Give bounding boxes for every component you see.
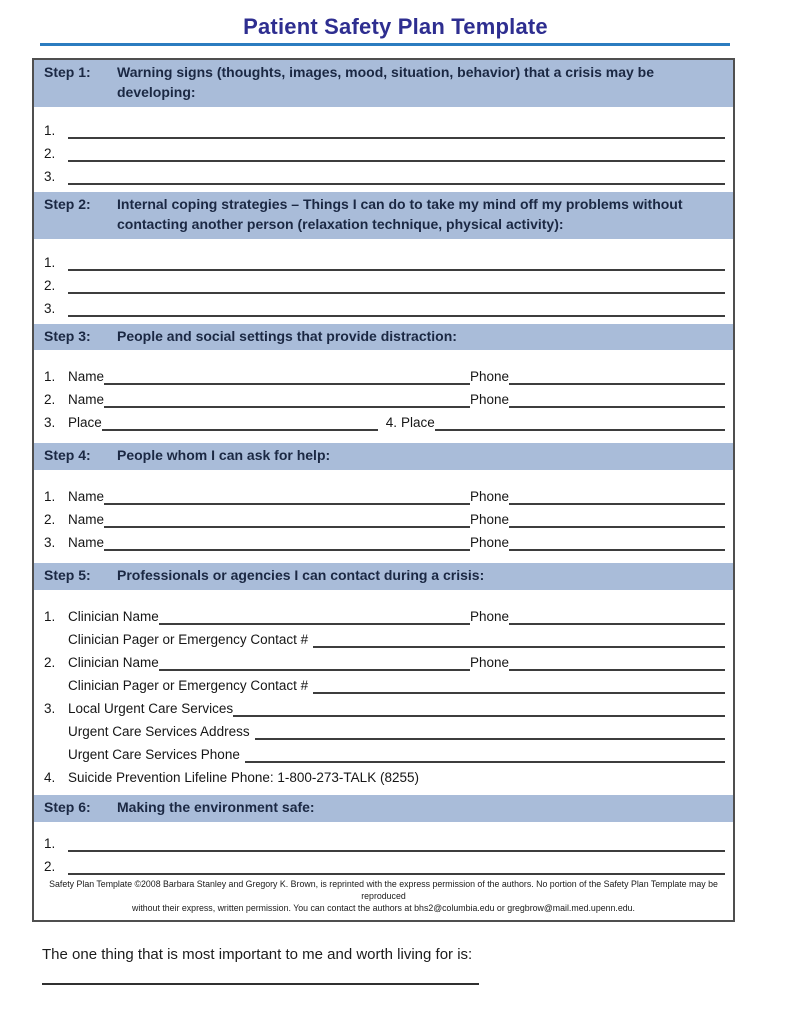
name-label: Name (68, 392, 105, 408)
row-number: 3. (44, 300, 56, 316)
step-5-label: Step 5: (44, 567, 91, 584)
phone-label: Phone (469, 655, 509, 671)
phone-field-line[interactable] (509, 623, 725, 625)
pager-field-line[interactable] (313, 692, 725, 694)
name-field-line[interactable] (104, 406, 470, 408)
place-label: Place (401, 415, 435, 431)
blank-line-row (44, 852, 725, 875)
step-4-label: Step 4: (44, 447, 91, 464)
place-field-line[interactable] (435, 429, 725, 431)
row-number: 3. (44, 415, 56, 431)
row-number: 1. (44, 489, 56, 505)
row-number: 1. (44, 609, 56, 625)
clinician-phone-row (44, 602, 725, 625)
lifeline-row (44, 763, 725, 786)
row-number: 4. (385, 415, 398, 431)
step-6-body (34, 822, 733, 875)
name-label: Name (68, 512, 105, 528)
step-1-label: Step 1: (44, 64, 91, 80)
pager-label: Clinician Pager or Emergency Contact # (68, 678, 309, 694)
step-1-heading: Warning signs (thoughts, images, mood, situation, behavior) that a crisis may be developing: (117, 64, 655, 100)
urgent-care-address-label: Urgent Care Services Address (68, 724, 250, 740)
urgent-care-phone-row (44, 740, 725, 763)
name-field-line[interactable] (104, 526, 470, 528)
step-3-body (34, 350, 733, 443)
row-number: 3. (44, 701, 56, 717)
safety-plan-form (32, 58, 735, 922)
closing-answer-line[interactable] (42, 983, 479, 985)
clinician-name-line[interactable] (159, 669, 470, 671)
place-row (44, 408, 725, 431)
urgent-care-phone-line[interactable] (245, 761, 725, 763)
clinician-name-label: Clinician Name (68, 609, 159, 625)
step-4-heading: People whom I can ask for help: (117, 447, 331, 464)
name-phone-row (44, 362, 725, 385)
blank-line-row (44, 271, 725, 294)
row-number: 1. (44, 122, 56, 138)
blank-line[interactable] (68, 183, 725, 185)
pager-label: Clinician Pager or Emergency Contact # (68, 632, 309, 648)
step-2-header (34, 192, 733, 239)
step-3-label: Step 3: (44, 327, 91, 344)
place-field-line[interactable] (102, 429, 378, 431)
title-underline (40, 43, 730, 46)
blank-line[interactable] (68, 850, 725, 852)
urgent-care-phone-label: Urgent Care Services Phone (68, 747, 240, 763)
phone-label: Phone (469, 512, 509, 528)
step-6-header (34, 795, 733, 822)
blank-line-row (44, 116, 725, 139)
step-3-heading: People and social settings that provide distraction: (117, 327, 457, 344)
blank-line[interactable] (68, 269, 725, 271)
copyright-note-line1: Safety Plan Template ©2008 Barbara Stanley and Gregory K. Brown, is reprinted with the express permission of the authors. No portion of the Safety Plan Template may be reproduced (49, 879, 718, 901)
urgent-care-address-row (44, 717, 725, 740)
phone-field-line[interactable] (509, 669, 725, 671)
name-phone-row (44, 505, 725, 528)
blank-line-row (44, 248, 725, 271)
blank-line-row (44, 829, 725, 852)
row-number: 1. (44, 836, 56, 851)
step-6-heading: Making the environment safe: (117, 799, 315, 816)
step-2-body (34, 239, 733, 324)
lifeline-text: Suicide Prevention Lifeline Phone: 1-800-273-TALK (8255) (68, 770, 419, 786)
phone-field-line[interactable] (509, 383, 725, 385)
row-number: 1. (44, 254, 56, 270)
step-3-header (34, 324, 733, 351)
closing-prompt: The one thing that is most important to me and worth living for is: (42, 945, 473, 963)
name-field-line[interactable] (104, 383, 470, 385)
step-5-heading: Professionals or agencies I can contact during a crisis: (117, 567, 485, 584)
step-1-body (34, 107, 733, 192)
name-field-line[interactable] (104, 549, 470, 551)
name-phone-row (44, 528, 725, 551)
blank-line[interactable] (68, 292, 725, 294)
phone-label: Phone (469, 369, 509, 385)
blank-line[interactable] (68, 160, 725, 162)
urgent-care-row (44, 694, 725, 717)
step-6-label: Step 6: (44, 799, 91, 816)
phone-field-line[interactable] (509, 526, 725, 528)
phone-label: Phone (469, 392, 509, 408)
name-field-line[interactable] (104, 503, 470, 505)
copyright-note-line2: without their express, written permission. You can contact the authors at bhs2@columbia.edu or gregbrow@mail.med.upenn.edu. (132, 902, 635, 913)
place-label: Place (68, 415, 102, 431)
row-number: 2. (44, 145, 56, 161)
urgent-care-label: Local Urgent Care Services (68, 701, 234, 717)
blank-line-row (44, 294, 725, 317)
row-number: 2. (44, 655, 56, 671)
step-5-body (34, 590, 733, 795)
blank-line[interactable] (68, 315, 725, 317)
blank-line-row (44, 162, 725, 185)
blank-line[interactable] (68, 137, 725, 139)
row-number: 3. (44, 535, 56, 551)
pager-field-line[interactable] (313, 646, 725, 648)
step-2-heading: Internal coping strategies – Things I can do to take my mind off my problems without contacting another person (relaxation technique, physical activity): (117, 195, 683, 232)
clinician-phone-row (44, 648, 725, 671)
pager-row (44, 625, 725, 648)
step-2-label: Step 2: (44, 195, 91, 212)
name-phone-row (44, 385, 725, 408)
blank-line-row (44, 139, 725, 162)
name-label: Name (68, 535, 105, 551)
phone-field-line[interactable] (509, 549, 725, 551)
step-4-header (34, 443, 733, 470)
pager-row (44, 671, 725, 694)
row-number: 4. (44, 770, 56, 786)
name-label: Name (68, 489, 105, 505)
name-label: Name (68, 369, 105, 385)
row-number: 2. (44, 277, 56, 293)
step-4-body (34, 470, 733, 563)
step-1-header (34, 60, 733, 107)
row-number: 1. (44, 369, 56, 385)
row-number: 2. (44, 859, 56, 874)
phone-label: Phone (469, 489, 509, 505)
row-number: 3. (44, 168, 56, 184)
blank-line[interactable] (68, 873, 725, 875)
row-number: 2. (44, 512, 56, 528)
page-title: Patient Safety Plan Template (243, 14, 548, 39)
row-number: 2. (44, 392, 56, 408)
phone-label: Phone (469, 535, 509, 551)
clinician-name-line[interactable] (159, 623, 470, 625)
phone-field-line[interactable] (509, 406, 725, 408)
copyright-note (34, 875, 733, 920)
urgent-care-address-line[interactable] (255, 738, 725, 740)
urgent-care-line[interactable] (233, 715, 725, 717)
phone-field-line[interactable] (509, 503, 725, 505)
clinician-name-label: Clinician Name (68, 655, 159, 671)
phone-label: Phone (469, 609, 509, 625)
step-5-header (34, 563, 733, 590)
name-phone-row (44, 482, 725, 505)
